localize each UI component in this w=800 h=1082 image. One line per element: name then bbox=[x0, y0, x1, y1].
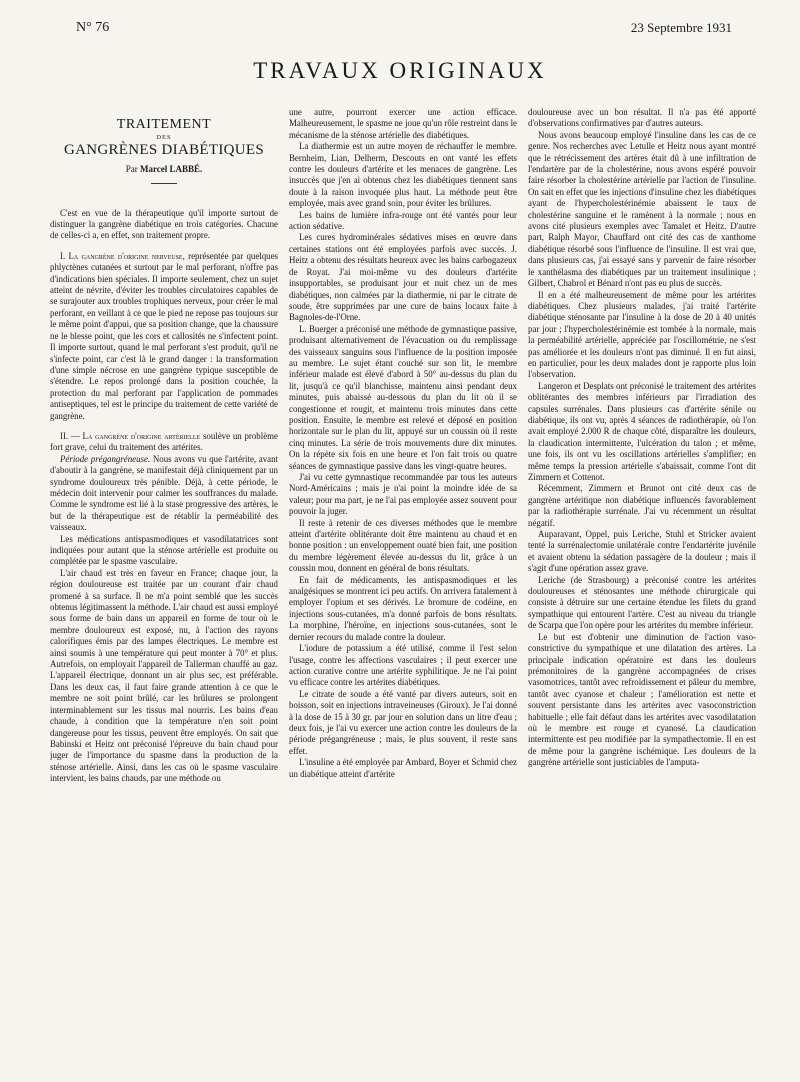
paragraph-hot-air: L'air chaud est très en faveur en France; chaque jour, la région douloureuse est traitée par un courant d'air chaud promené à sa surface. Il ne m'a point semblé que les succès obtenus légitimassent la méthode. L'air chaud est aussi employé sous forme de bain dans un appareil en forme de tour où le membre douloureux est exposé, nu, à l'action des rayons calorifiques émis par des lampes électriques. Le membre est ainsi soumis à une température qui peut monter à 70° et plus. Autrefois, on employait l'appareil de Tallerman chauffé au gaz. L'appareil électrique, donnant un air plus sec, est préférable. Dans les deux cas, il faut faire grande attention à ce que le membre ne soit point brûlé, car les brûlures se prolongent interminablement sur les tissus mal nourris. Les bains d'eau chaude, à condition que la température n'en soit point dangereuse pour les tissus, peuvent être employés. On sait que Babinski et Heitz ont préconisé l'épreuve du bain chaud pour juger de l'importance du spasme dans la production de la sténose artérielle. Ainsi, dans les cas où le spasme vasculaire intervient, les bains chauds, par une méthode ou bbox=[50, 567, 278, 784]
article-title-line3: GANGRÈNES DIABÉTIQUES bbox=[63, 141, 265, 158]
prodromal-heading: Période prégangréneuse. bbox=[60, 453, 151, 464]
issue-date: 23 Septembre 1931 bbox=[630, 20, 732, 35]
paragraph-insulin: Nous avons beaucoup employé l'insuline dans les cas de ce genre. Nos recherches avec Letulle et Heitz nous ayant montré que le rétrécissement des artères était dû à une infiltration de l'endartère par de la cholestérine, nous avons espéré pouvoir faire résorber la cholestérine artérielle par l'action de l'insuline. On sait en effet que les injections d'insuline chez les diabétiques ayant de l'hypercholestérinémie abaissent le taux de cholestérine sanguine et le ramènent à la normale ; nous en avons cité plusieurs exemples avec Tamalet et Heitz. D'autre part, Ralph Mayor, Chauffard ont cité des cas de xanthome diabétique résorbé sous l'influence de l'insuline. Il est vrai que, dans plusieurs cas, j'ai essayé sans y parvenir de faire résorber le xanthélasma des diabétiques par un traitement insulinique ; Gilbert, Chabrol et Bénard n'ont pas eu plus de succès. bbox=[528, 129, 756, 289]
issue-number: N° 76 bbox=[76, 20, 110, 35]
paragraph-insulin-start: L'insuline a été employée par Ambard, Boyer et Schmid chez un diabétique atteint d'artérite bbox=[289, 757, 517, 779]
paragraph-drugs: En fait de médicaments, les antispasmodiques et les analgésiques se montrent ici peu actifs. On arrivera fatalement à employer l'opium et ses dérivés. Le bromure de codéine, en injections sous-cutanées, m'a donné parfois de bons résultats. La morphine, l'héroïne, en injections sous-cutanées, sont le dernier recours du malade contre la douleur. bbox=[289, 574, 517, 642]
author-prefix: Par bbox=[125, 164, 138, 175]
paragraph-gymnastics: J'ai vu cette gymnastique recommandée par tous les auteurs Nord-Américains ; mais je n'ai point la moindre idée de sa valeur; pour ma part, je ne l'ai pas employée assez souvent pour pouvoir la juger. bbox=[289, 472, 517, 517]
section-rubric: TRAVAUX ORIGINAUX bbox=[253, 58, 547, 83]
paragraph-surrenalectomy: Auparavant, Oppel, puis Leriche, Stuhl et Stricker avaient tenté la surrénalectomie unilatérale contre l'endartérite juvénile et avaient obtenu la sédation passagère de la douleur ; mais il s'agit d'une opération assez grave. bbox=[528, 529, 756, 574]
section-1-heading: I. La gangrène d'origine nerveuse, bbox=[60, 250, 185, 261]
article-title-line1: TRAITEMENT bbox=[116, 117, 212, 132]
prodromal-text: Nous avons vu que l'artérite, avant d'aboutir à la gangrène, se manifestait déjà cliniquement par un syndrome douloureux très pénible. Déjà, à cette période, le médecin doit intervenir pour calmer les souffrances du malade. Comme le syndrome est lié à la stase progressive des artères, le but de la thérapeutique est de rétablir la perméabilité des vaisseaux. bbox=[50, 453, 278, 533]
title-divider bbox=[151, 183, 177, 184]
paragraph-buerger: L. Buerger a préconisé une méthode de gymnastique passive, produisant alternativement de l'évacuation ou du remplissage des vaisseaux sanguins sous l'influence de la position imposée au membre. Le sujet étant couché sur son lit, le membre inférieur malade est élevé d'abord à 50° au-dessus du plan du lit, jusqu'à ce qu'il blanchisse, maintenu ainsi pendant deux minutes, puis abaissé au-dessous du plan du lit où il se congestionne et rougit, et maintenu trois minutes dans cette position. Ensuite, le membre est relevé et déposé en position horizontale sur le plan du lit, appuyé sur un coussin où il reste cinq minutes. La série de trois mouvements dure dix minutes. On la répète six fois en une heure et l'on fait trois ou quatre séances de gymnastique passive dans les vingt-quatre heures. bbox=[289, 323, 517, 471]
paragraph-sympathectomy: Le but est d'obtenir une diminution de l'action vaso-constrictive du sympathique et une dilatation des artères. La principale indication opératoire est dans les douleurs prémonitoires de la gangrène accompagnées de crises vasomotrices, tantôt avec refroidissement et pâleur du membre, tantôt avec cyanose et chaleur ; l'amélioration est nette et souvent persistante dans les artérites avec vasoconstriction habituelle ; elle fait défaut dans les artérites avec vasodilatation où le membre est rouge et cyanosé. La claudication intermittente est peu modifiée par la sympathectomie. Il en est de même pour la gangrène ischémique. Les douleurs de la gangrène artérielle sont justiciables de l'amputa- bbox=[528, 631, 756, 768]
column-3 bbox=[528, 107, 756, 1072]
paragraph-spa-cures: Les cures hydrominérales sédatives mises en œuvre dans certaines stations ont été employées parfois avec succès. J. Heitz a obtenu des résultats heureux avec les bains carbogazeux de Royat. J'ai moi-même vu des douleurs d'artérite insupportables, se produisant jour et nuit chez un de mes diabétiques, non calmées par la diathermie, ni par le citrate de soude, être supprimées par une cure de bains locaux faite à Bagnoles-de-l'Orne. bbox=[289, 232, 517, 323]
section-1-text: représentée par quelques phlyctènes cutanées et surtout par le mal perforant, n'offre pas d'indications bien spéciales. Il importe seulement, chez un sujet atteint de névrite, d'éviter les troubles circulatoires capables de se surajouter aux troubles trophiques nerveux, pour créer le mal perforant, en veillant à ce que le pied ne repose pas toujours sur le même point d'appui, que sa position change, que la chaussure ne le blesse point, que les cors et callosités ne s'infectent point. Il importe surtout, quand le mal perforant s'est produit, qu'il ne s'infecte point, car c'est là le grand danger : la transformation d'une simple nécrose en une gangrène typique susceptible de s'étendre. Le repos prolongé dans la position couchée, la protection du mal perforant par l'application de pommades antiseptiques, tel est le principe du traitement de cette variété de gangrène. bbox=[50, 250, 278, 421]
article-title-line2: DES bbox=[156, 134, 172, 142]
paragraph-position: Il reste à retenir de ces diverses méthodes que le membre atteint d'artérite oblitérante doit être maintenu au chaud et en bonne position : un enveloppement ouaté bien fait, une position du membre légèrement élevée au-dessus du lit, grâce à un coussin mou, donnent en général de bons résultats. bbox=[289, 517, 517, 574]
paragraph-iodide: L'iodure de potassium a été utilisé, comme il l'est selon l'usage, contre les affections vasculaires ; il peut exercer une action curative contre une artérite syphilitique. Je ne l'ai point vu efficace contre les artérites diabétiques. bbox=[289, 643, 517, 688]
paragraph-infrared: Les bains de lumière infra-rouge ont été vantés pour leur action sédative. bbox=[289, 209, 517, 232]
paragraph-insulin-results: Il en a été malheureusement de même pour les artérites diabétiques. Chez plusieurs malades, j'ai traité l'artérite diabétique sténosante par l'insuline à la dose de 20 à 40 unités par jour ; l'hypercholestérinémie est tombée à la normale, mais la perméabilité artérielle, appréciée par l'oscillométrie, ne s'est pas améliorée et les douleurs n'ont pas diminué. Il en fut ainsi, en particulier, pour les deux malades dont je rapporte plus loin l'observation. bbox=[528, 289, 756, 380]
paragraph-citrate: Le citrate de soude a été vanté par divers auteurs, soit en boisson, soit en injections intraveineuses (Giroux). Je l'ai donné à la dose de 15 à 30 gr. par jour en solution dans un litre d'eau ; deux fois, je l'ai vu exercer une action contre les douleurs de la période prégangréneuse ; mais, le plus souvent, il reste sans effet. bbox=[289, 688, 517, 756]
paragraph-zimmern: Récemment, Zimmern et Brunot ont cité deux cas de gangrène artéritique non diabétique influencés favorablement par la radiothérapie surrénale. J'ai vu récemment un résultat négatif. bbox=[528, 483, 756, 528]
running-header bbox=[76, 20, 732, 38]
section-2-text: soulève un problème fort grave, celui du traitement des artérites. bbox=[50, 430, 278, 453]
column-2 bbox=[289, 107, 517, 1072]
paragraph-section-1 bbox=[50, 251, 278, 422]
paragraph-medications: Les médications antispasmodiques et vasodilatatrices sont indiquées pour autant que la sténose artérielle est produite ou complétée par le spasme vasculaire. bbox=[50, 533, 278, 567]
article-author bbox=[50, 164, 278, 175]
paragraph-leriche: Leriche (de Strasbourg) a préconisé contre les artérites douloureuses et sténosantes une méthode chirurgicale qui consiste à détruire sur une certaine étendue les filets du grand sympathique qui entourent l'artère. C'est au niveau du triangle de Scarpa que l'on opère pour les artérites du membre inférieur. bbox=[528, 574, 756, 631]
paragraph-section-2 bbox=[50, 431, 278, 454]
paragraph-intro: C'est en vue de la thérapeutique qu'il importe surtout de distinguer la gangrène diabétique en trois catégories. Chacune de celles-ci a, en effet, son traitement propre. bbox=[50, 207, 278, 241]
paragraph-prodromal bbox=[50, 454, 278, 534]
column-1 bbox=[50, 107, 278, 1072]
paragraph-col3-1: douloureuse avec un bon résultat. Il n'a pas été apporté d'observations confirmatives par d'autres auteurs. bbox=[528, 107, 756, 129]
author-name: Marcel LABBÉ. bbox=[139, 164, 203, 175]
paragraph-col2-1: une autre, pourront exercer une action efficace. Malheureusement, le spasme ne joue qu'un rôle restreint dans le mécanisme de la sténose artérielle des diabétiques. bbox=[289, 107, 517, 140]
section-2-heading: II. — La gangrène d'origine artérielle bbox=[60, 430, 201, 441]
article-columns bbox=[50, 107, 756, 1072]
paragraph-diathermy: La diathermie est un autre moyen de réchauffer le membre. Bernheim, Lian, Delherm, Descouts en ont vanté les effets contre les douleurs d'artérite et les menaces de gangrène. Les insuccès que j'en ai obtenus chez les diabétiques tiennent sans doute à la raison invoquée plus haut. La méthode peut être employée, mais avec grand soin, pour éviter les brûlures. bbox=[289, 141, 517, 209]
paragraph-radiotherapy: Langeron et Desplats ont préconisé le traitement des artérites oblitérantes des membres inférieurs par l'irradiation des capsules surrénales. Dans plusieurs cas d'artérite sénile ou diabétique, ils ont vu, après 4 séances de radiothérapie, où l'on avait employé 2.000 R de chaque côté, disparaître les douleurs, la claudication intermittente, l'ulcération du talon ; et même, une fois, ils ont vu les oscillations artérielles s'amplifier; en même temps la pression artérielle s'abaissait, comme l'ont dit Zimmern et Cottenot. bbox=[528, 380, 756, 482]
